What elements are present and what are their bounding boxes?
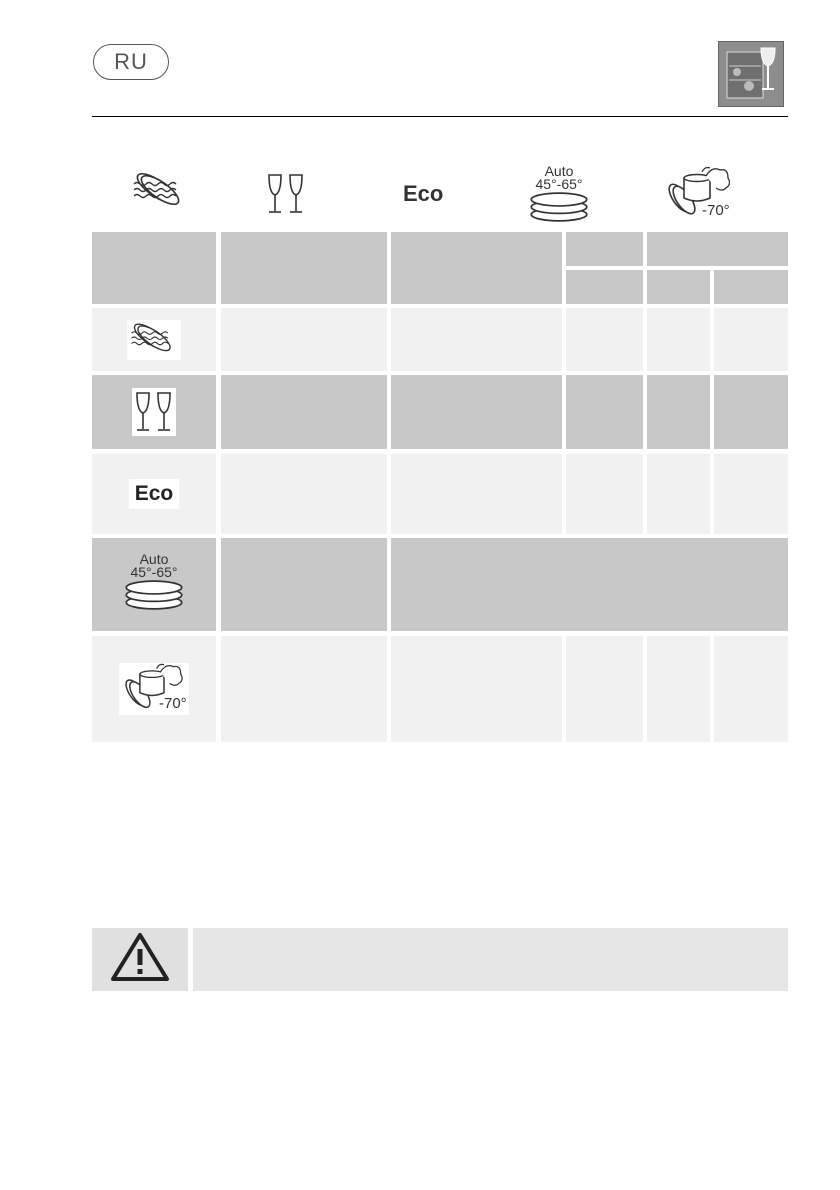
auto-temp-label: 45°-65° <box>535 176 583 192</box>
table-header-col-3 <box>391 232 562 304</box>
auto-label: Auto <box>139 551 169 567</box>
table-cell <box>714 375 788 449</box>
table-cell <box>714 636 788 742</box>
glasses-icon <box>132 388 176 436</box>
table-header-col-2 <box>221 232 387 304</box>
table-header-col-5 <box>647 232 788 266</box>
table-header-col-4 <box>566 232 643 266</box>
warning-triangle-icon <box>109 931 171 988</box>
table-cell <box>391 454 562 534</box>
warning-icon-box <box>92 928 188 991</box>
prewash-icon <box>130 170 190 219</box>
table-subheader-cell <box>566 270 643 304</box>
intensive-temp-label: 70° <box>164 695 187 712</box>
auto-temp-label: 45°-65° <box>130 564 178 580</box>
table-cell <box>221 538 387 631</box>
table-row-prewash-icon-cell <box>92 308 216 371</box>
table-cell <box>647 375 710 449</box>
table-row-glasses-icon-cell <box>92 375 216 449</box>
table-row-auto-icon-cell <box>92 538 216 631</box>
table-row-eco-icon-cell <box>92 454 216 534</box>
table-cell <box>391 375 562 449</box>
eco-program-label: Eco <box>403 181 444 206</box>
table-header-program <box>92 232 216 304</box>
table-cell <box>566 308 643 371</box>
prewash-icon <box>127 320 181 360</box>
table-cell <box>391 308 562 371</box>
header-divider <box>92 116 788 117</box>
glasses-icon <box>266 172 306 221</box>
table-subheader-cell <box>714 270 788 304</box>
table-cell <box>566 636 643 742</box>
intensive-pot-icon: -70° <box>662 166 738 222</box>
intensive-pot-icon: -70° <box>119 663 189 715</box>
dishwasher-glass-icon <box>718 41 784 107</box>
intensive-temp-label: 70° <box>707 202 730 219</box>
table-cell <box>647 636 710 742</box>
warning-text <box>193 928 788 991</box>
table-cell <box>566 375 643 449</box>
table-cell <box>714 308 788 371</box>
table-cell <box>391 636 562 742</box>
table-row-intensive-icon-cell <box>92 636 216 742</box>
table-cell <box>566 454 643 534</box>
language-badge: RU <box>93 44 169 80</box>
auto-program-icon <box>123 553 185 616</box>
table-cell <box>221 454 387 534</box>
table-cell-merged <box>391 538 788 631</box>
table-cell <box>221 636 387 742</box>
auto-program-icon <box>528 165 590 228</box>
table-cell <box>647 454 710 534</box>
eco-program-label: Eco <box>129 479 180 509</box>
table-subheader-cell <box>647 270 710 304</box>
table-cell <box>647 308 710 371</box>
auto-label: Auto <box>544 163 574 179</box>
table-cell <box>221 375 387 449</box>
table-cell <box>221 308 387 371</box>
table-cell <box>714 454 788 534</box>
